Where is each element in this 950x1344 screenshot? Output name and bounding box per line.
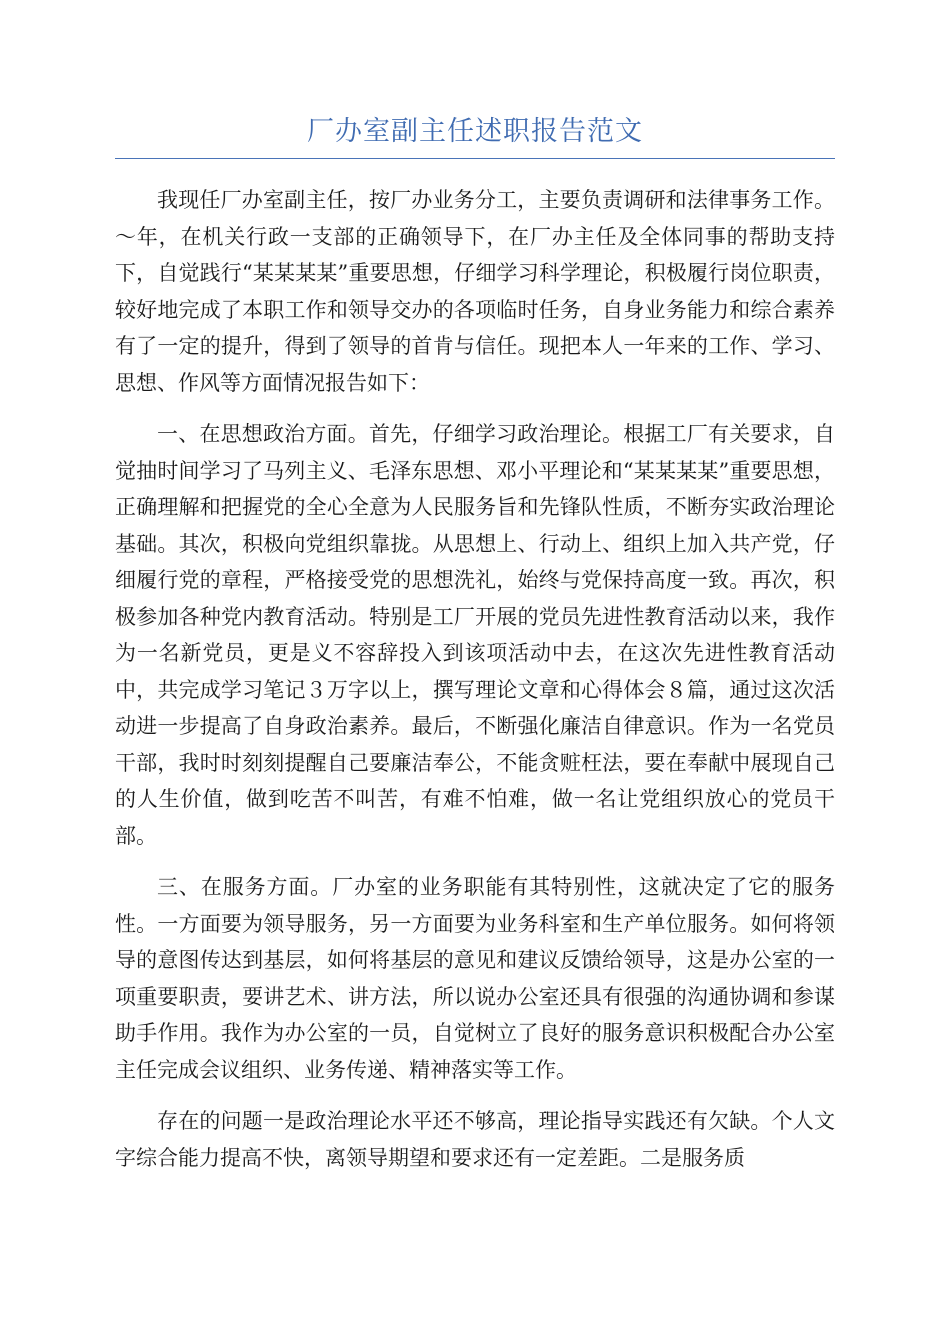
title-block — [115, 110, 835, 159]
paragraph-political: 一、在思想政治方面。首先，仔细学习政治理论。根据工厂有关要求，自觉抽时间学习了马列主义、毛泽东思想、邓小平理论和“某某某某”重要思想，正确理解和把握党的全心全意为人民服务旨和先锋队性质，不断夯实政治理论基础。其次，积极向党组织靠拢。从思想上、行动上、组织上加入共产党，仔细履行党的章程，严格接受党的思想洗礼，始终与党保持高度一致。再次，积极参加各种党内教育活动。特别是工厂开展的党员先进性教育活动以来，我作为一名新党员，更是义不容辞投入到该项活动中去，在这次先进性教育活动中，共完成学习笔记３万字以上，撰写理论文章和心得体会８篇，通过这次活动进一步提高了自身政治素养。最后，不断强化廉洁自律意识。作为一名党员干部，我时时刻刻提醒自己要廉洁奉公，不能贪赃枉法，要在奉献中展现自己的人生价值，做到吃苦不叫苦，有难不怕难，做一名让党组织放心的党员干部。 — [115, 422, 835, 848]
document-body — [115, 182, 835, 1191]
paragraph-problems: 存在的问题一是政治理论水平还不够高，理论指导实践还有欠缺。个人文字综合能力提高不快，离领导期望和要求还有一定差距。二是服务质 — [115, 1109, 835, 1170]
document-title: 厂办室副主任述职报告范文 — [307, 116, 643, 147]
paragraph-service: 三、在服务方面。厂办室的业务职能有其特别性，这就决定了它的服务性。一方面要为领导服务，另一方面要为业务科室和生产单位服务。如何将领导的意图传达到基层，如何将基层的意见和建议反馈给领导，这是办公室的一项重要职责，要讲艺术、讲方法，所以说办公室还具有很强的沟通协调和参谋助手作用。我作为办公室的一员，自觉树立了良好的服务意识积极配合办公室主任完成会议组织、业务传递、精神落实等工作。 — [115, 875, 835, 1082]
paragraph-intro: 我现任厂办室副主任，按厂办业务分工，主要负责调研和法律事务工作。～年，在机关行政一支部的正确领导下，在厂办主任及全体同事的帮助支持下，自觉践行“某某某某”重要思想，仔细学习科学理论，积极履行岗位职责，较好地完成了本职工作和领导交办的各项临时任务，自身业务能力和综合素养有了一定的提升，得到了领导的首肯与信任。现把本人一年来的工作、学习、思想、作风等方面情况报告如下： — [115, 188, 835, 395]
